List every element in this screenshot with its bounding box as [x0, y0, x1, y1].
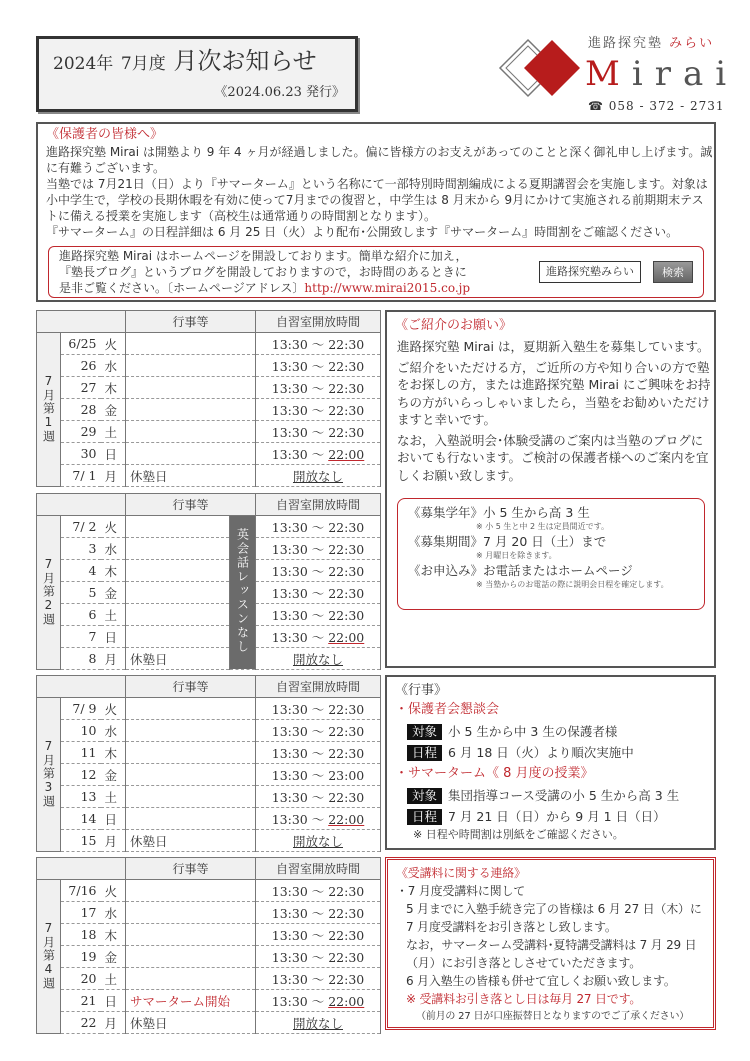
date: 28 [61, 399, 101, 421]
fees-line: 7 月度受講料をお引き落とし致します。 [406, 920, 617, 934]
closing-time-highlight: 22:00 [328, 629, 365, 645]
lesson-note: 英会話レッスンなし [235, 528, 250, 654]
table-row [37, 808, 381, 830]
table-row [37, 902, 381, 924]
weekday: 火 [101, 333, 126, 355]
title-box [36, 36, 358, 112]
event-cell [126, 626, 230, 648]
hours-cell [256, 538, 381, 560]
paragraph: 進路探究塾 Mirai は開塾より 9 年 4 ヶ月が経過しました。偏に皆様方のお支えがあってのことと深く御礼申し上げます。誠に有難うございます。 [46, 145, 713, 175]
week-label: 7月第2週 [41, 556, 56, 626]
fees-heading: 《受講料に関する連絡》 [396, 866, 526, 880]
weekday: 火 [101, 880, 126, 902]
table-row [37, 830, 381, 852]
date: 26 [61, 355, 101, 377]
col-events: 行事等 [126, 311, 256, 333]
fees-subheading: ・7 月度受講料に関して [396, 884, 526, 898]
paragraph: なお，入塾説明会･体験受講のご案内は当塾のブログにおいても行ないます。ご検討の保護者様へのご案内を宜しくお願い致します。 [397, 432, 709, 483]
search-button[interactable]: 検索 [653, 261, 693, 283]
date: 7 [61, 626, 101, 648]
event-cell [126, 786, 256, 808]
table-row [37, 968, 381, 990]
date: 10 [61, 720, 101, 742]
table-row [37, 742, 381, 764]
weekday: 月 [101, 1012, 126, 1034]
weekday: 水 [101, 720, 126, 742]
recruit-item: 《募集学年》小 5 生から高 3 生 [408, 505, 590, 520]
referral-heading: 《ご紹介のお願い》 [395, 318, 513, 333]
parents-notice [36, 122, 716, 302]
table-header [37, 311, 381, 333]
hours-cell [256, 582, 381, 604]
date: 6/25 [61, 333, 101, 355]
event-title: ・保護者会懇談会 [395, 702, 500, 717]
hours-cell [256, 1012, 381, 1034]
week-table [36, 493, 381, 670]
event-date: 日程 6 月 18 日（火）より順次実施中 [407, 742, 714, 763]
event-date: 日程 7 月 21 日（日）から 9 月 1 日（日） [407, 806, 714, 827]
table-row [37, 421, 381, 443]
hours-cell [256, 946, 381, 968]
weekday: 木 [101, 742, 126, 764]
col-events: 行事等 [126, 676, 256, 698]
table-row [37, 648, 381, 670]
event-cell [126, 808, 256, 830]
weekday: 火 [101, 698, 126, 720]
date: 7/ 2 [61, 516, 101, 538]
hours-cell [256, 604, 381, 626]
hours-value: 13:30 〜 22:00 [271, 446, 365, 462]
col-hours: 自習室開放時間 [256, 311, 381, 333]
event-cell [126, 604, 230, 626]
event-cell [126, 924, 256, 946]
hours-value: 13:30 〜 22:30 [271, 905, 365, 921]
hours-cell [256, 355, 381, 377]
hours-cell [256, 443, 381, 465]
weekday: 日 [101, 626, 126, 648]
table-row [37, 1012, 381, 1034]
closing-time-highlight: 22:00 [328, 811, 365, 827]
phone-number: ☎ 058 - 372 - 2731 [588, 99, 725, 113]
hours-value: 13:30 〜 22:30 [271, 607, 365, 623]
table-header [37, 494, 381, 516]
event-cell [126, 742, 256, 764]
recruit-box [397, 498, 705, 610]
hours-value: 開放なし [292, 833, 343, 849]
hours-cell [256, 560, 381, 582]
col-hours: 自習室開放時間 [256, 858, 381, 880]
weekday: 土 [101, 968, 126, 990]
hours-cell [256, 516, 381, 538]
header-blank [37, 494, 126, 516]
date: 20 [61, 968, 101, 990]
hours-cell [256, 830, 381, 852]
hours-cell [256, 626, 381, 648]
table-row [37, 604, 381, 626]
homepage-box [48, 246, 704, 298]
recruit-note: ※ 小 5 生と中 2 生は定員間近です。 [476, 522, 609, 531]
hours-cell [256, 333, 381, 355]
events-note: ※ 日程や時間割は別紙をご確認ください。 [413, 828, 624, 841]
events-heading: 《行事》 [395, 683, 448, 698]
weekday: 木 [101, 924, 126, 946]
hours-cell [256, 399, 381, 421]
date: 3 [61, 538, 101, 560]
weekday: 水 [101, 902, 126, 924]
table-row [37, 924, 381, 946]
hours-value: 13:30 〜 22:30 [271, 402, 365, 418]
table-row [37, 990, 381, 1012]
logo-diamonds-icon [498, 38, 588, 98]
homepage-link[interactable]: http://www.mirai2015.co.jp [304, 281, 471, 295]
hours-value: 13:30 〜 22:30 [271, 745, 365, 761]
date: 13 [61, 786, 101, 808]
event-cell [126, 443, 256, 465]
table-row [37, 946, 381, 968]
fees-line: なお，サマーターム受講料･夏特講受講料は 7 月 29 日 [406, 938, 697, 952]
table-row [37, 516, 381, 538]
week-label-cell [37, 880, 61, 1034]
hours-cell [256, 902, 381, 924]
date: 7/16 [61, 880, 101, 902]
date: 15 [61, 830, 101, 852]
event-cell [126, 720, 256, 742]
header-blank [37, 676, 126, 698]
table-row [37, 538, 381, 560]
hours-value: 13:30 〜 22:30 [271, 358, 365, 374]
hours-cell [256, 764, 381, 786]
paragraph: 『サマーターム』の日程詳細は 6 月 25 日（火）より配布･公開致します『サマーターム』時間割をご確認ください。 [46, 225, 679, 239]
weekday: 月 [101, 830, 126, 852]
hours-cell [256, 808, 381, 830]
table-row [37, 582, 381, 604]
date: 14 [61, 808, 101, 830]
col-hours: 自習室開放時間 [256, 676, 381, 698]
date: 6 [61, 604, 101, 626]
closing-time-highlight: 22:00 [328, 993, 365, 1009]
hours-cell [256, 786, 381, 808]
date: 4 [61, 560, 101, 582]
date: 19 [61, 946, 101, 968]
hp-text: 『塾長ブログ』というブログを開設しておりますので，お時間のあるときに [59, 265, 467, 279]
table-row [37, 443, 381, 465]
date: 22 [61, 1012, 101, 1034]
fees-notice: ※ 受講料お引き落とし日は毎月 27 日です。 [406, 992, 642, 1006]
table-row [37, 720, 381, 742]
week-table [36, 310, 381, 487]
weekday: 木 [101, 560, 126, 582]
hours-value: 13:30 〜 22:30 [271, 789, 365, 805]
event-cell [126, 902, 256, 924]
hours-cell [256, 742, 381, 764]
table-row [37, 333, 381, 355]
hours-value: 13:30 〜 22:30 [271, 380, 365, 396]
date: 27 [61, 377, 101, 399]
weekday: 火 [101, 516, 126, 538]
weekday: 日 [101, 808, 126, 830]
event-cell [126, 377, 256, 399]
hours-cell [256, 698, 381, 720]
weekday: 金 [101, 582, 126, 604]
hours-value: 13:30 〜 22:30 [271, 424, 365, 440]
table-row [37, 880, 381, 902]
hours-value: 13:30 〜 22:30 [271, 949, 365, 965]
event-cell [126, 399, 256, 421]
date: 12 [61, 764, 101, 786]
hours-value: 13:30 〜 22:30 [271, 541, 365, 557]
fees-line: 5 月までに入塾手続き完了の皆様は 6 月 27 日（木）に [406, 902, 702, 916]
hours-cell [256, 720, 381, 742]
event-target: 対象 集団指導コース受講の小 5 生から高 3 生 [407, 785, 714, 806]
table-row [37, 465, 381, 487]
hours-cell [256, 648, 381, 670]
weekday: 金 [101, 764, 126, 786]
fees-line: 6 月入塾生の皆様も併せて宜しくお願い致します。 [406, 974, 676, 988]
event-cell: 休塾日 [126, 465, 256, 487]
table-row [37, 764, 381, 786]
hours-cell [256, 924, 381, 946]
weekday: 月 [101, 465, 126, 487]
parents-body [46, 144, 714, 240]
event-cell [126, 421, 256, 443]
weekday: 土 [101, 421, 126, 443]
event-cell [126, 516, 230, 538]
hours-cell [256, 880, 381, 902]
week-label-cell [37, 333, 61, 487]
weekday: 金 [101, 399, 126, 421]
hours-value: 13:30 〜 22:00 [271, 993, 365, 1009]
date: 5 [61, 582, 101, 604]
date: 11 [61, 742, 101, 764]
date: 21 [61, 990, 101, 1012]
date: 29 [61, 421, 101, 443]
hours-cell [256, 377, 381, 399]
table-row [37, 786, 381, 808]
brand-subtitle: 進路探究塾 みらい [588, 36, 715, 51]
week-label-cell [37, 698, 61, 852]
week-label: 7月第1週 [41, 373, 56, 443]
week-table [36, 675, 381, 852]
hours-value: 13:30 〜 22:30 [271, 883, 365, 899]
week-label-cell [37, 516, 61, 670]
date: 8 [61, 648, 101, 670]
hp-text: 進路探究塾 Mirai はホームページを開設しております。簡単な紹介に加え， [59, 249, 468, 263]
hours-cell [256, 465, 381, 487]
event-cell: 休塾日 [126, 648, 230, 670]
hp-text: 是非ご覧ください。〔ホームページアドレス〕 [59, 281, 305, 295]
event-cell [126, 355, 256, 377]
table-row [37, 560, 381, 582]
weekday: 月 [101, 648, 126, 670]
table-header [37, 676, 381, 698]
event-cell [126, 946, 256, 968]
hours-value: 13:30 〜 22:30 [271, 519, 365, 535]
brand-name: Mirai [585, 54, 739, 94]
weekday: 日 [101, 443, 126, 465]
hours-value: 13:30 〜 22:00 [271, 811, 365, 827]
recruit-note: ※ 月曜日を除きます。 [476, 551, 557, 560]
closing-time-highlight: 22:00 [328, 446, 365, 462]
hours-cell [256, 968, 381, 990]
col-events: 行事等 [126, 494, 256, 516]
event-cell: 休塾日 [126, 1012, 256, 1034]
hours-value: 開放なし [292, 1015, 343, 1031]
header-blank [37, 311, 126, 333]
event-cell: サマーターム開始 [126, 990, 256, 1012]
fees-section [385, 857, 716, 1030]
table-row [37, 377, 381, 399]
paragraph: ご紹介をいただける方，ご近所の方や知り合いの方で塾をお探しの方，または進路探究塾 Mirai にご興味をお持ちの方がいらっしゃいましたら，当塾をお勧めいただけますと幸いです。 [397, 359, 711, 427]
recruit-note: ※ 当塾からのお電話の際に説明会日程を確定します。 [476, 580, 669, 589]
hours-value: 13:30 〜 22:30 [271, 971, 365, 987]
event-cell [126, 333, 256, 355]
fees-line: （月）にお引き落としさせていただきます。 [406, 956, 642, 970]
weekday: 日 [101, 990, 126, 1012]
event-cell [126, 764, 256, 786]
hours-value: 13:30 〜 22:00 [271, 629, 365, 645]
date: 7/ 1 [61, 465, 101, 487]
hours-value: 13:30 〜 22:30 [271, 563, 365, 579]
search-input[interactable]: 進路探究塾みらい [539, 261, 641, 283]
date: 17 [61, 902, 101, 924]
hours-value: 開放なし [292, 651, 343, 667]
hours-value: 13:30 〜 22:30 [271, 701, 365, 717]
table-row [37, 355, 381, 377]
weekday: 水 [101, 538, 126, 560]
date: 18 [61, 924, 101, 946]
weekday: 木 [101, 377, 126, 399]
weekday: 金 [101, 946, 126, 968]
hours-value: 13:30 〜 22:30 [271, 336, 365, 352]
col-hours: 自習室開放時間 [256, 494, 381, 516]
event-cell [126, 538, 230, 560]
hours-value: 13:30 〜 22:30 [271, 585, 365, 601]
hours-cell [256, 421, 381, 443]
week-table [36, 857, 381, 1034]
event-cell [126, 582, 230, 604]
event-cell [126, 560, 230, 582]
paragraph: 進路探究塾 Mirai は，夏期新入塾生を募集しています。 [397, 339, 710, 354]
week-label: 7月第3週 [41, 738, 56, 808]
week-label: 7月第4週 [41, 920, 56, 990]
referral-section [385, 310, 716, 668]
page-title: 2024年 7月度 月次お知らせ [53, 47, 317, 75]
table-row [37, 626, 381, 648]
weekday: 土 [101, 786, 126, 808]
weekday: 土 [101, 604, 126, 626]
event-cell [126, 698, 256, 720]
col-events: 行事等 [126, 858, 256, 880]
hours-value: 開放なし [292, 468, 343, 484]
event-cell: 休塾日 [126, 830, 256, 852]
event-title: ・サマーターム《 8 月度の授業》 [395, 766, 594, 781]
header-blank [37, 858, 126, 880]
date: 30 [61, 443, 101, 465]
table-row [37, 399, 381, 421]
event-cell [126, 880, 256, 902]
issue-date: 《2024.06.23 発行》 [214, 85, 345, 100]
weekday: 水 [101, 355, 126, 377]
recruit-item: 《お申込み》お電話またはホームページ [408, 563, 633, 578]
hours-cell [256, 990, 381, 1012]
event-target: 対象 小 5 生から中 3 生の保護者様 [407, 721, 714, 742]
hours-value: 13:30 〜 22:30 [271, 723, 365, 739]
table-header [37, 858, 381, 880]
events-section [385, 675, 716, 850]
hours-value: 13:30 〜 23:00 [271, 767, 365, 783]
table-row [37, 698, 381, 720]
date: 7/ 9 [61, 698, 101, 720]
fees-notice-sub: （前月の 27 日が口座振替日となりますのでご了承ください） [416, 1011, 690, 1022]
recruit-item: 《募集期間》7 月 20 日（土）まで [408, 534, 607, 549]
lesson-note-cell [229, 516, 255, 670]
paragraph: 当塾では 7月21日（日）より『サマーターム』という名称にて一部特別時間割編成による夏期講習会を実施します。対象は小中学生で，学校の長期休暇を有効に使って7月までの復習と，中学生は 8 月末から 9月にかけて実施される前期期末テストに備える授業を実施します（高校生は通常通りの時間割となります）。 [46, 177, 708, 223]
hours-value: 13:30 〜 22:30 [271, 927, 365, 943]
parents-heading: 《保護者の皆様へ》 [46, 127, 164, 142]
event-cell [126, 968, 256, 990]
